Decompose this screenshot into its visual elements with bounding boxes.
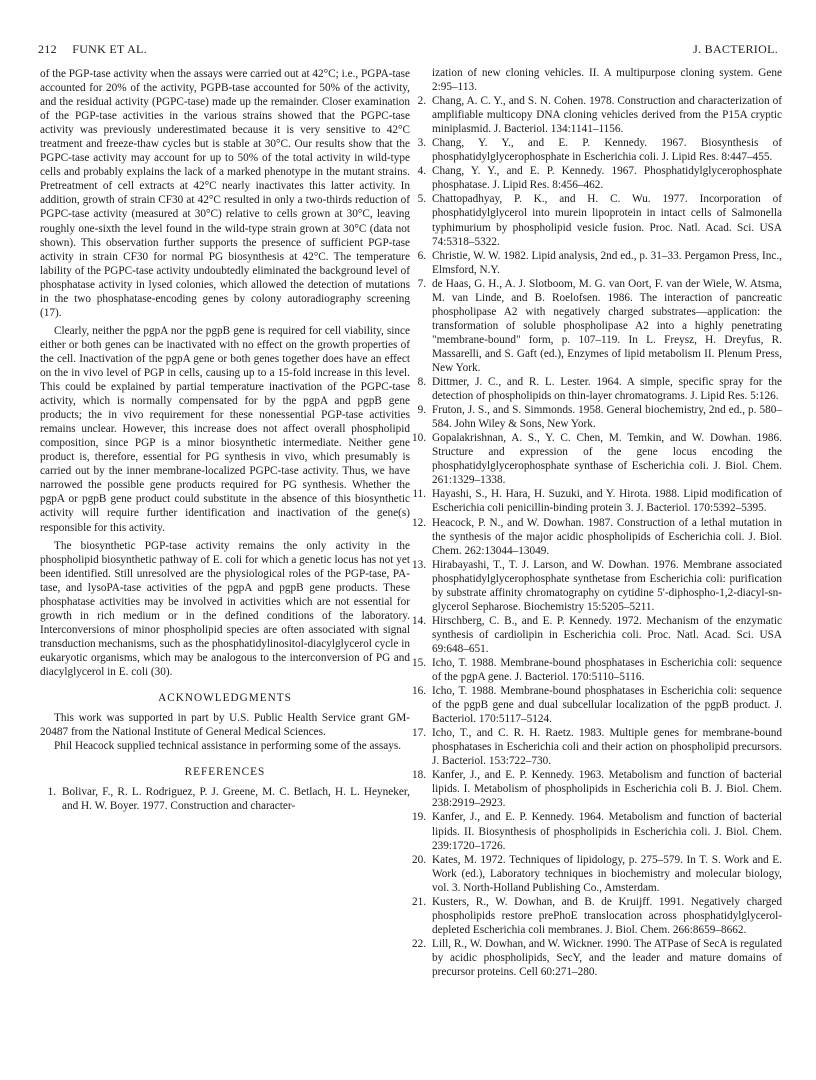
reference-text: Gopalakrishnan, A. S., Y. C. Chen, M. Temkin, and W. Dowhan. 1986. Structure and expression of the gene locus encoding the phosphatidylglycerophosphate synthase of Escherichia coli. J. Biol. Chem. 261:1329–1338. bbox=[432, 432, 782, 487]
reference-text: Dittmer, J. C., and R. L. Lester. 1964. A simple, specific spray for the detection of phospholipids on thin-layer chromatograms. J. Lipid Res. 5:126. bbox=[432, 376, 782, 403]
reference-item bbox=[410, 403, 782, 431]
reference-number: 7. bbox=[417, 277, 426, 290]
reference-item bbox=[410, 487, 782, 515]
reference-text: Kanfer, J., and E. P. Kennedy. 1963. Metabolism and function of bacterial lipids. I. Metabolism of phospholipids in Escherichia coli B. J. Biol. Chem. 238:2919–2923. bbox=[432, 769, 782, 810]
reference-text: Chang, Y. Y., and E. P. Kennedy. 1967. Phosphatidylglycerophosphate phosphatase. J. Lipid Res. 8:456–462. bbox=[432, 165, 782, 192]
reference-text: Hirabayashi, T., T. J. Larson, and W. Dowhan. 1976. Membrane associated phosphatidylglycerophosphate synthetase from Escherichia coli: purification by substrate affinity chromatography on cytidine 5'-diphospho-1,2-diacyl-sn-glycerol Sepharose. Biochemistry 15:5205–5211. bbox=[432, 558, 782, 613]
header-left bbox=[38, 42, 147, 57]
right-column bbox=[410, 66, 782, 979]
reference-text: Fruton, J. S., and S. Simmonds. 1958. General biochemistry, 2nd ed., p. 580–584. John Wiley & Sons, New York. bbox=[432, 404, 782, 431]
reference-item bbox=[410, 94, 782, 136]
body-paragraph: of the PGP-tase activity when the assays were carried out at 42°C; i.e., PGPA-tase accounted for 20% of the activity, PGPB-tase accounted for 50% of the activity, and the residual activity (PGPC-tase) made up the remainder. Closer examination of the PGP-tase activities in the various strains showed that the PGPC-tase activity was previously underestimated because it is very sensitive to 42°C treatment and freeze-thaw cycles but is stable at 30°C. Our results show that the PGPC-tase activity may account for up to 50% of the total activity in wild-type cells and probably explains the lack of a marked phenotype in the mutant strains. Pretreatment of cell extracts at 42°C nearly inactivates this latter activity. In addition, growth of strain CF30 at 42°C resulted in only a two-thirds reduction of PGPC-tase activity (measured at 30°C) relative to cells grown at 30°C, leaving roughly one-sixth the level found in the wild-type strain grown at 30°C (data not shown). This observation further supports the presence of sufficient PGP-tase activity in strain CF30 for normal PG biosynthesis at 42°C. The temperature lability of the PGPC-tase activity undoubtedly eliminated the background level of phosphatase activity in lysed colonies, which allowed the detection of mutations in the two phosphatase-encoding genes by colony autoradiography screening (17). bbox=[40, 68, 410, 319]
reference-text: Hayashi, S., H. Hara, H. Suzuki, and Y. Hirota. 1988. Lipid modification of Escherichia coli penicillin-binding protein 3. J. Bacteriol. 170:5392–5395. bbox=[432, 488, 782, 515]
reference-item bbox=[410, 614, 782, 656]
reference-item bbox=[410, 768, 782, 810]
reference-text: Bolivar, F., R. L. Rodriguez, P. J. Greene, M. C. Betlach, H. L. Heyneker, and H. W. Boyer. 1977. Construction and character- bbox=[62, 786, 410, 813]
reference-number: 18. bbox=[411, 769, 426, 782]
page-number: 212 bbox=[38, 42, 57, 56]
reference-number: 13. bbox=[411, 558, 426, 571]
reference-item bbox=[410, 684, 782, 726]
reference-item bbox=[410, 516, 782, 558]
reference-item bbox=[410, 164, 782, 192]
reference-number: 4. bbox=[417, 165, 426, 178]
reference-text: Icho, T. 1988. Membrane-bound phosphatases in Escherichia coli: sequence of the pgpB gene and dual subcellular localization of the pgpB product. J. Bacteriol. 170:5117–5124. bbox=[432, 685, 782, 726]
reference-number: 5. bbox=[417, 193, 426, 206]
reference-text: Chattopadhyay, P. K., and H. C. Wu. 1977. Incorporation of phosphatidylglycerol into murein lipoprotein in intact cells of Salmonella typhimurium by phospholipid vesicle fusion. Proc. Natl. Acad. Sci. USA 74:5318–5322. bbox=[432, 193, 782, 248]
reference-text: Chang, Y. Y., and E. P. Kennedy. 1967. Biosynthesis of phosphatidylglycerophosphate in Escherichia coli. J. Lipid Res. 8:447–455. bbox=[432, 137, 782, 164]
reference-number: 19. bbox=[411, 811, 426, 824]
reference-number: 10. bbox=[411, 432, 426, 445]
references-heading: REFERENCES bbox=[184, 766, 266, 779]
reference-number: 15. bbox=[411, 656, 426, 669]
reference-number: 8. bbox=[417, 376, 426, 389]
reference-text: Heacock, P. N., and W. Dowhan. 1987. Construction of a lethal mutation in the synthesis of the major acidic phospholipids of Escherichia coli. J. Biol. Chem. 262:13044–13049. bbox=[432, 516, 782, 557]
reference-text: Lill, R., W. Dowhan, and W. Wickner. 1990. The ATPase of SecA is regulated by acidic phospholipids, SecY, and the leader and mature domains of precursor proteins. Cell 60:271–280. bbox=[432, 937, 782, 978]
reference-list bbox=[410, 94, 782, 979]
reference-item bbox=[410, 656, 782, 684]
body-paragraph: Clearly, neither the pgpA nor the pgpB gene is required for cell viability, since either or both genes can be inactivated with no effect on the growth properties of the cell. Inactivation of the pgpA gene or both genes together does have an effect on the in vivo level of PGP in cells, causing up to a 15-fold increase in this level. This could be explained by partial temperature inactivation of the PGPC-tase activity, which is normally compensated for by the pgpA and pgpB gene products; the in vivo requirement for these nonessential PGP-tase activities remains unclear. However, this increase does not affect overall phospholipid composition, since PGP is a minor biosynthetic intermediate. Neither gene product is, therefore, essential for PG synthesis in vivo, which presumably is carried out by the inner membrane-localized PGPC-tase activity. Thus, we have narrowed the possible gene products required for PG synthesis. Whether the pgpA or pgpB gene product could substitute in the absence of this biosynthetic activity will require further identification and inactivation of the gene(s) responsible for this activity. bbox=[40, 324, 410, 534]
reference-item bbox=[410, 810, 782, 852]
reference-number: 21. bbox=[411, 895, 426, 908]
reference-text: Kanfer, J., and E. P. Kennedy. 1964. Metabolism and function of bacterial lipids. II. Biosynthesis of phospholipids in Escherichia coli. J. Biol. Chem. 239:1720–1726. bbox=[432, 811, 782, 852]
reference-item bbox=[410, 431, 782, 487]
reference-text: Chang, A. C. Y., and S. N. Cohen. 1978. Construction and characterization of amplifiable multicopy DNA cloning vehicles derived from the P15A cryptic miniplasmid. J. Bacteriol. 134:1141–1156. bbox=[432, 95, 782, 136]
reference-number: 6. bbox=[417, 249, 426, 262]
reference-item bbox=[40, 785, 410, 813]
reference-text: Icho, T. 1988. Membrane-bound phosphatases in Escherichia coli: sequence of the pgpA gene. J. Bacteriol. 170:5110–5116. bbox=[432, 656, 782, 684]
reference-text: Icho, T., and C. R. H. Raetz. 1983. Multiple genes for membrane-bound phosphatases in Escherichia coli and their action on phospholipid precursors. J. Bacteriol. 153:722–730. bbox=[432, 727, 782, 768]
reference-item bbox=[410, 558, 782, 614]
reference-item bbox=[410, 375, 782, 403]
reference-number: 11. bbox=[412, 488, 426, 501]
reference-text: Kusters, R., W. Dowhan, and B. de Kruijff. 1991. Negatively charged phospholipids restore prePhoE translocation across phosphatidylglycerol-depleted Escherichia coli membranes. J. Biol. Chem. 266:8659–8662. bbox=[432, 895, 782, 936]
body-paragraph: The biosynthetic PGP-tase activity remains the only activity in the phospholipid biosynthetic pathway of E. coli for which a genetic locus has not yet been identified. Still unresolved are the physiological roles of the PGP-tase, PA-tase, and lysoPA-tase activities of the pgpA and pgpB gene products. These phosphatase activities may be involved in activities which are not essential for growth in rich medium or in the defined conditions of the laboratory. Interconversions of minor phospholipid species are often associated with signal transduction mechanisms, such as the phosphatidylinositol-diacylglycerol cycle in eukaryotic organisms, which may be analogous to the interconversion of PG and diacylglycerol in E. coli (30). bbox=[40, 539, 410, 678]
reference-item bbox=[410, 853, 782, 895]
reference-item bbox=[410, 895, 782, 937]
reference-number: 17. bbox=[411, 727, 426, 740]
page-header bbox=[38, 42, 778, 58]
reference-text: Kates, M. 1972. Techniques of lipidology, p. 275–579. In T. S. Work and E. Work (ed.), Laboratory techniques in biochemistry and molecular biology, vol. 3. North-Holland Publishing Co., Amsterdam. bbox=[432, 853, 782, 894]
reference-number: 2. bbox=[417, 95, 426, 108]
reference-number: 16. bbox=[411, 685, 426, 698]
reference-list bbox=[40, 785, 410, 813]
reference-item bbox=[410, 136, 782, 164]
reference-item bbox=[410, 249, 782, 277]
reference-text: Christie, W. W. 1982. Lipid analysis, 2nd ed., p. 31–33. Pergamon Press, Inc., Elmsford, N.Y. bbox=[432, 249, 782, 276]
journal-name: J. BACTERIOL. bbox=[693, 42, 778, 56]
reference-number: 3. bbox=[417, 137, 426, 150]
acknowledgment-text: This work was supported in part by U.S. Public Health Service grant GM-20487 from the National Institute of General Medical Sciences. bbox=[40, 712, 410, 739]
reference-continuation: ization of new cloning vehicles. II. A multipurpose cloning system. Gene 2:95–113. bbox=[432, 67, 782, 94]
reference-number: 1. bbox=[47, 786, 56, 799]
reference-number: 12. bbox=[411, 516, 426, 529]
reference-number: 20. bbox=[411, 853, 426, 866]
reference-item bbox=[410, 277, 782, 375]
reference-number: 22. bbox=[411, 937, 426, 950]
acknowledgment-text: Phil Heacock supplied technical assistance in performing some of the assays. bbox=[54, 740, 402, 753]
reference-number: 14. bbox=[411, 614, 426, 627]
reference-item bbox=[410, 192, 782, 248]
running-authors: FUNK ET AL. bbox=[72, 42, 147, 56]
reference-text: de Haas, G. H., A. J. Slotboom, M. G. van Oort, F. van der Wiele, W. Atsma, M. van Linde, and B. Roelofsen. 1986. The interaction of pancreatic phospholipase A2 with negatively charged substrates—application: the transformation of soluble phospholipase A2 into a highly penetrating "membrane-bound" form, p. 107–119. In L. Freysz, H. Dreyfus, R. Massarelli, and S. Gaft (ed.), Enzymes of lipid metabolism II. Plenum Press, New York. bbox=[432, 277, 782, 374]
reference-item bbox=[410, 726, 782, 768]
reference-text: Hirschberg, C. B., and E. P. Kennedy. 1972. Mechanism of the enzymatic synthesis of cardiolipin in Escherichia coli. Proc. Natl. Acad. Sci. USA 69:648–651. bbox=[432, 614, 782, 655]
acknowledgments-heading: ACKNOWLEDGMENTS bbox=[158, 692, 292, 705]
left-column bbox=[40, 67, 410, 813]
reference-item bbox=[410, 937, 782, 979]
reference-number: 9. bbox=[417, 404, 426, 417]
